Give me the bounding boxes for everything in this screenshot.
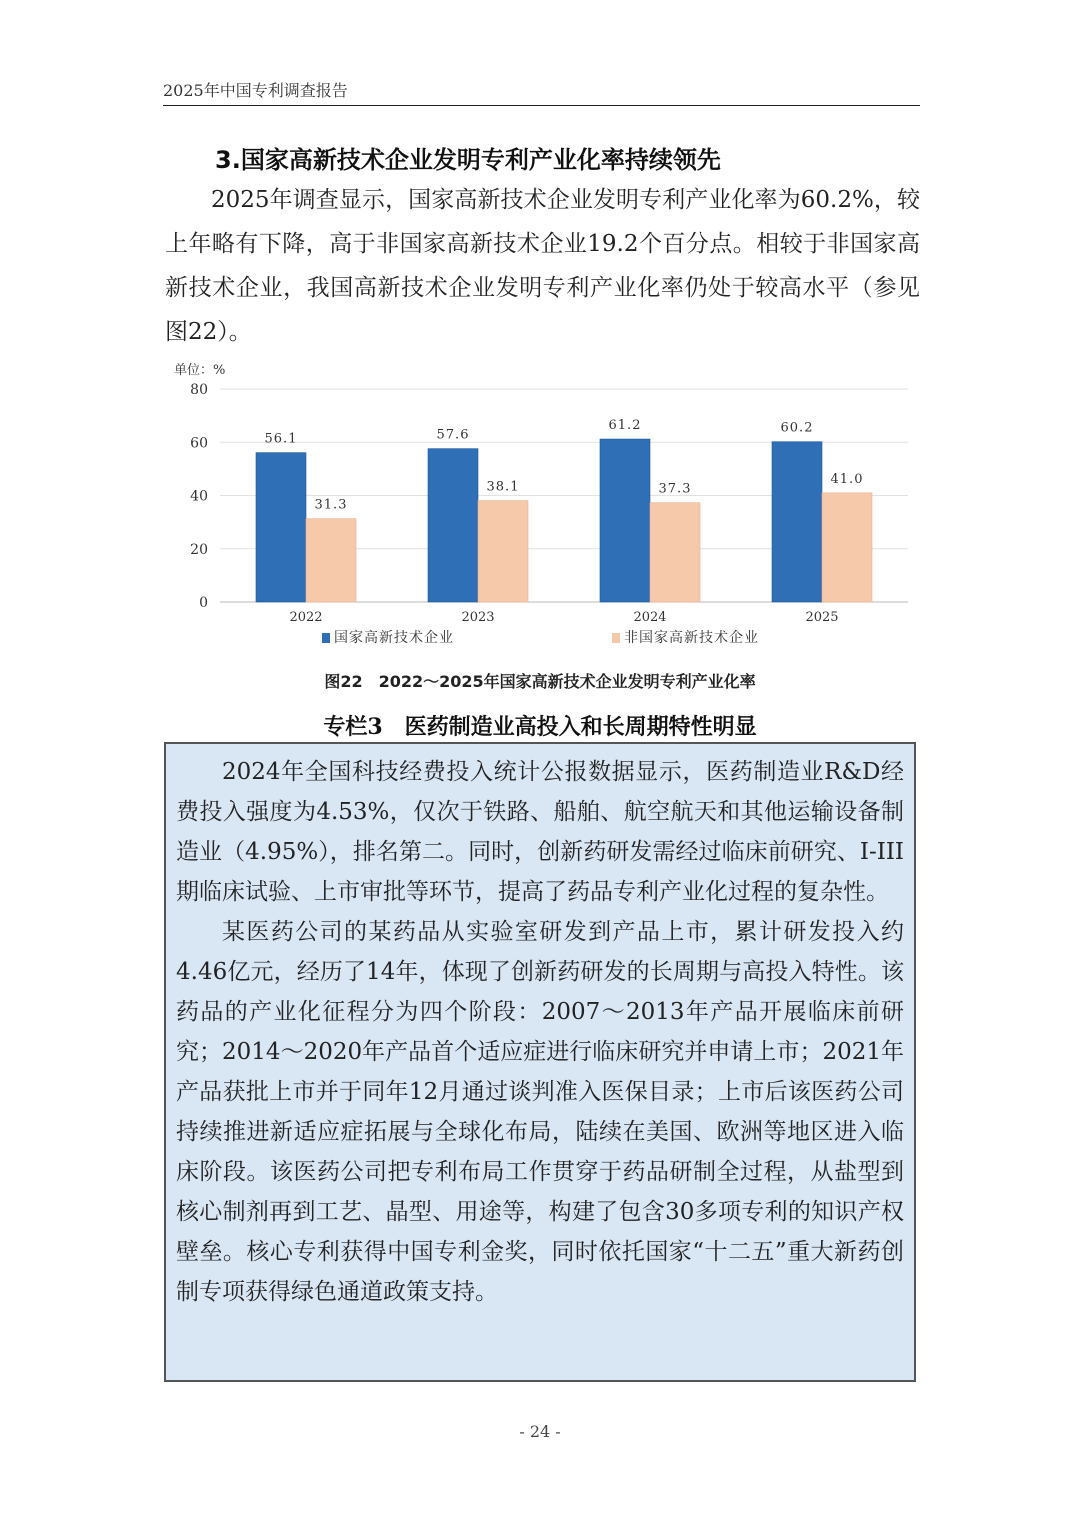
chart-y-tick-label: 40 [190, 488, 208, 505]
section-paragraph: 2025年调查显示，国家高新技术企业发明专利产业化率为60.2%，较上年略有下降，高于非国家高新技术企业19.2个百分点。相较于非国家高新技术企业，我国高新技术企业发明专利产业化率仍处于较高水平（参见图22）。 [165, 187, 920, 345]
chart-x-tick-label: 2025 [805, 610, 839, 625]
chart-legend-swatch [612, 633, 620, 643]
figure-caption: 图22 2022～2025年国家高新技术企业发明专利产业化率 [324, 672, 756, 691]
chart-data-label: 61.2 [608, 418, 642, 434]
chart-bar [256, 453, 306, 602]
column-box-paragraph: 某医药公司的某药品从实验室研发到产品上市，累计研发投入约4.46亿元，经历了14年，体现了创新药研发的长周期与高投入特性。该药品的产业化征程分为四个阶段：2007～2013年产品开展临床前研究；2014～2020年产品首个适应症进行临床研究并申请上市；2021年产品获批上市并于同年12月通过谈判准入医保目录；上市后该医药公司持续推进新适应症拓展与全球化布局，陆续在美国、欧洲等地区进入临床阶段。该医药公司把专利布局工作贯穿于药品研制全过程，从盐型到核心制剂再到工艺、晶型、用途等，构建了包含30多项专利的知识产权壁垒。核心专利获得中国专利金奖，同时依托国家“十二五”重大新药创制专项获得绿色通道政策支持。 [176, 919, 904, 1305]
chart-bar [822, 493, 872, 602]
column-box [164, 742, 916, 1382]
section-title: 3.国家高新技术企业发明专利产业化率持续领先 [215, 146, 721, 174]
chart-x-tick-label: 2022 [289, 610, 323, 625]
chart-bar [650, 503, 700, 602]
chart-x-tick-label: 2023 [461, 610, 495, 625]
chart-y-tick-label: 0 [199, 595, 208, 611]
column-box-paragraph: 2024年全国科技经费投入统计公报数据显示，医药制造业R&D经费投入强度为4.53%，仅次于铁路、船舶、航空航天和其他运输设备制造业（4.95%），排名第二。同时，创新药研发需经过临床前研究、I-III期临床试验、上市审批等环节，提高了药品专利产业化过程的复杂性。 [176, 759, 904, 905]
chart-data-label: 38.1 [486, 479, 520, 495]
chart-bar [600, 439, 650, 602]
chart-y-tick-label: 20 [190, 541, 208, 558]
chart-legend-label: 非国家高新技术企业 [624, 630, 759, 646]
chart-y-tick-label: 80 [190, 382, 208, 398]
chart-legend-swatch [322, 633, 330, 643]
chart-data-label: 41.0 [830, 471, 864, 487]
chart-y-tick-label: 60 [190, 435, 208, 452]
chart-bar [478, 501, 528, 602]
chart-legend-label: 国家高新技术企业 [334, 630, 454, 646]
chart-bar [772, 442, 822, 602]
chart-bar [428, 449, 478, 602]
running-header: 2025年中国专利调查报告 [163, 78, 920, 106]
chart-data-label: 56.1 [264, 431, 298, 447]
chart-data-label: 31.3 [314, 497, 348, 513]
page-number: - 24 - [519, 1422, 561, 1441]
bar-chart [160, 355, 920, 660]
chart-unit-label: 单位：% [174, 363, 226, 378]
chart-data-label: 57.6 [436, 427, 470, 443]
chart-data-label: 37.3 [658, 481, 692, 497]
chart-data-label: 60.2 [780, 420, 814, 436]
chart-x-tick-label: 2024 [633, 610, 667, 625]
chart-bar [306, 519, 356, 602]
column-box-title: 专栏3 医药制造业高投入和长周期特性明显 [323, 714, 757, 740]
chart-svg [160, 355, 920, 660]
